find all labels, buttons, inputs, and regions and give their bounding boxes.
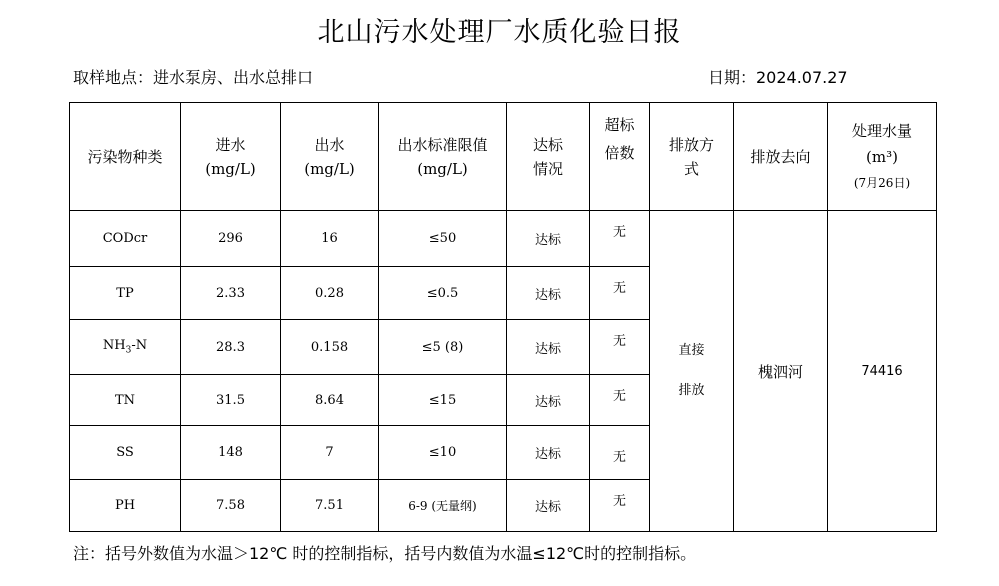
header-pollutant: 污染物种类 — [70, 103, 181, 211]
inflow-value: 28.3 — [181, 320, 281, 375]
report-date: 日期：2024.07.27 — [708, 68, 848, 87]
exceed-value: 无 — [590, 480, 650, 532]
outflow-value: 0.28 — [281, 267, 379, 320]
pollutant-name: PH — [70, 480, 181, 532]
status-value: 达标 — [507, 211, 590, 267]
pollutant-name: TN — [70, 375, 181, 426]
outflow-value: 8.64 — [281, 375, 379, 426]
status-value: 达标 — [507, 426, 590, 480]
header-outflow: 出水 (mg/L) — [281, 103, 379, 211]
pollutant-name: CODcr — [70, 211, 181, 267]
pollutant-name: TP — [70, 267, 181, 320]
inflow-value: 296 — [181, 211, 281, 267]
table-row — [70, 211, 937, 267]
treated-volume: 74416 — [828, 211, 937, 532]
water-quality-table — [69, 102, 937, 532]
inflow-value: 7.58 — [181, 480, 281, 532]
limit-value: ≤5 (8) — [379, 320, 507, 375]
inflow-value: 31.5 — [181, 375, 281, 426]
inflow-value: 2.33 — [181, 267, 281, 320]
status-value: 达标 — [507, 320, 590, 375]
outflow-value: 16 — [281, 211, 379, 267]
header-exceed: 超标 倍数 — [590, 103, 650, 211]
outflow-value: 0.158 — [281, 320, 379, 375]
status-value: 达标 — [507, 267, 590, 320]
header-volume: 处理水量 (m³) (7月26日) — [828, 103, 937, 211]
footnote: 注：括号外数值为水温＞12℃ 时的控制指标，括号内数值为水温≤12℃时的控制指标。 — [73, 544, 697, 563]
exceed-value: 无 — [590, 211, 650, 267]
exceed-value: 无 — [590, 267, 650, 320]
header-limit: 出水标准限值 (mg/L) — [379, 103, 507, 211]
table-header-row — [70, 103, 937, 211]
exceed-value: 无 — [590, 320, 650, 375]
exceed-value: 无 — [590, 426, 650, 480]
outflow-value: 7 — [281, 426, 379, 480]
pollutant-name: SS — [70, 426, 181, 480]
header-discharge-method: 排放方 式 — [650, 103, 734, 211]
status-value: 达标 — [507, 375, 590, 426]
limit-value: ≤0.5 — [379, 267, 507, 320]
header-status: 达标 情况 — [507, 103, 590, 211]
pollutant-name: $NH_3-N$ — [70, 320, 181, 375]
status-value: 达标 — [507, 480, 590, 532]
sampling-location: 取样地点：进水泵房、出水总排口 — [73, 68, 314, 87]
limit-value: ≤15 — [379, 375, 507, 426]
discharge-method: 直接 排放 — [650, 211, 734, 532]
report-title: 北山污水处理厂水质化验日报 — [317, 17, 682, 48]
header-discharge-direction: 排放去向 — [734, 103, 828, 211]
header-inflow: 进水 (mg/L) — [181, 103, 281, 211]
limit-value: ≤50 — [379, 211, 507, 267]
outflow-value: 7.51 — [281, 480, 379, 532]
discharge-direction: 槐泗河 — [734, 211, 828, 532]
limit-value: 6-9 (无量纲) — [379, 480, 507, 532]
limit-value: ≤10 — [379, 426, 507, 480]
inflow-value: 148 — [181, 426, 281, 480]
exceed-value: 无 — [590, 375, 650, 426]
